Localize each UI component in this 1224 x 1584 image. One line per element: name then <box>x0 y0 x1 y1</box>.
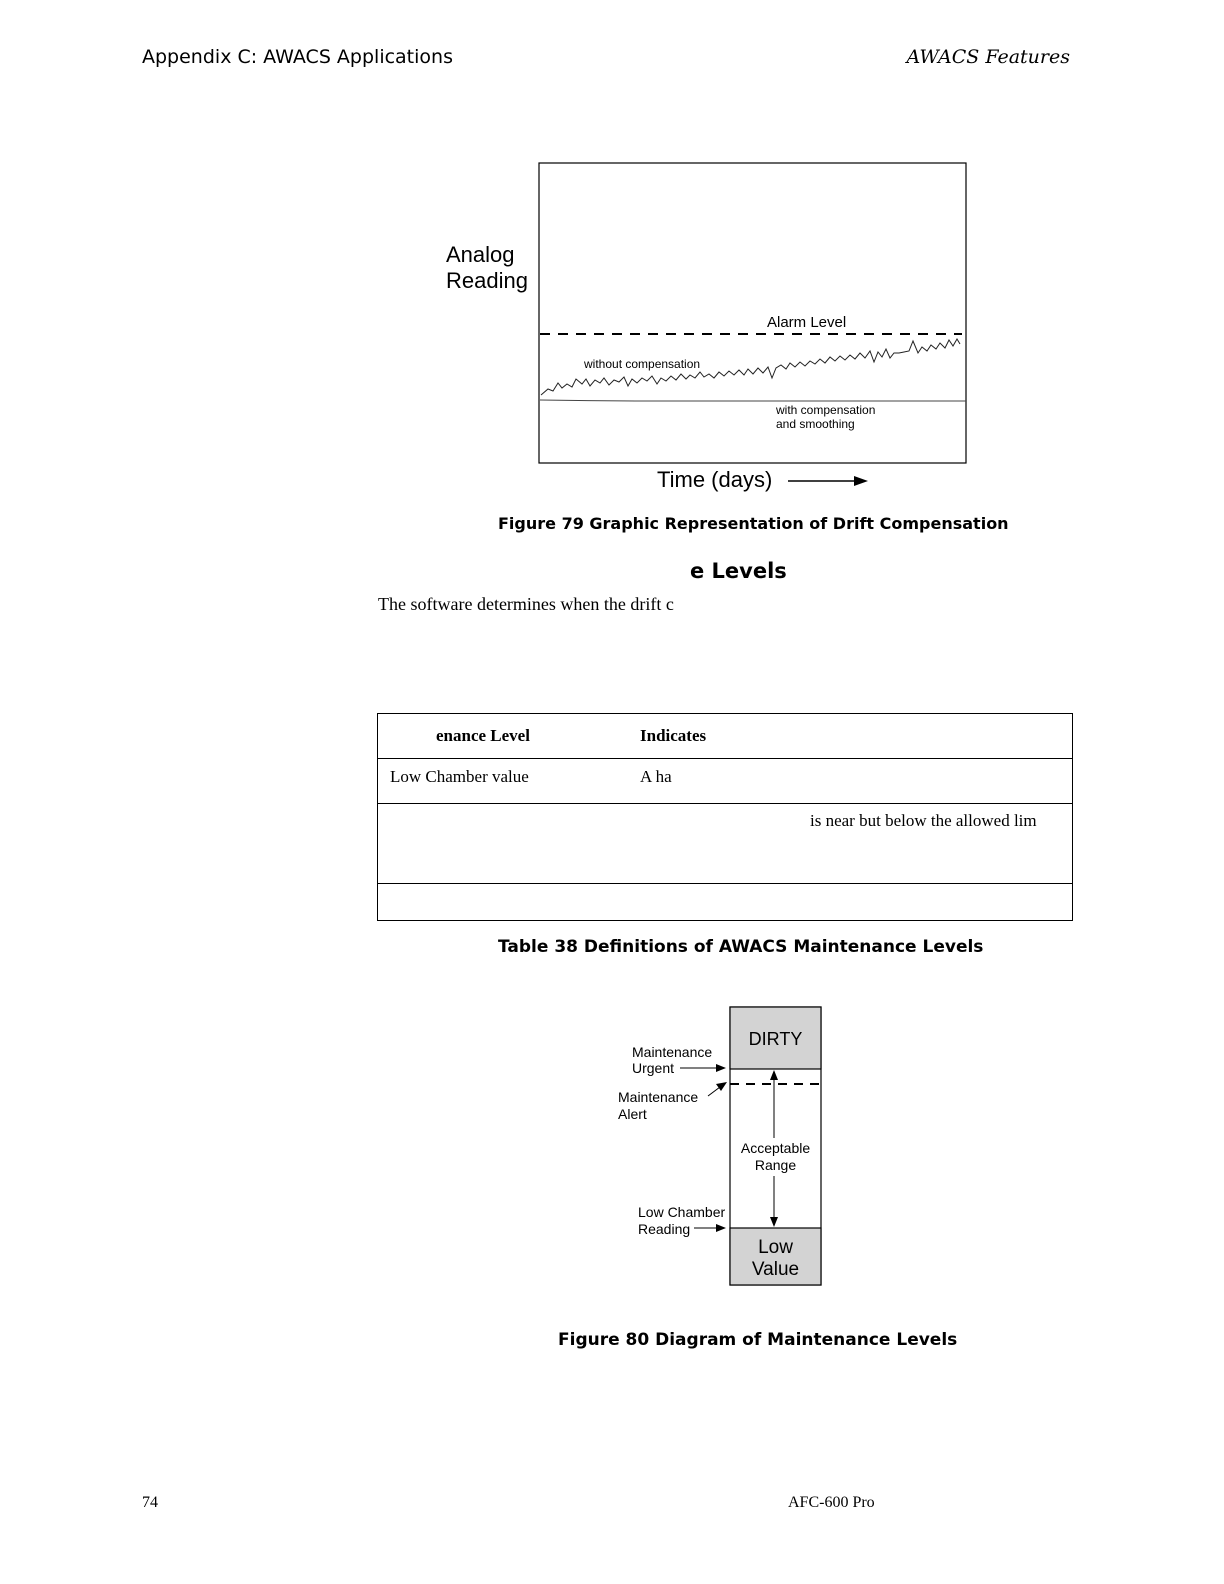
x-axis-label: Time (days) <box>657 467 773 492</box>
table-cell-indicates: is near but below the allowed lim <box>628 804 1073 884</box>
figure-80-caption: Figure 80 Diagram of Maintenance Levels <box>558 1330 958 1350</box>
low-reading-label-line1: Low Chamber <box>638 1204 726 1220</box>
maintenance-levels-figure <box>0 990 1224 1300</box>
dirty-label: DIRTY <box>748 1029 803 1049</box>
table-header-level: enance Level <box>378 714 629 759</box>
table-row <box>378 884 1073 921</box>
acceptable-range-label-line2: Range <box>754 1157 797 1173</box>
arrow-up-right-icon <box>716 1082 727 1091</box>
low-value-label-line1: Low <box>758 1237 793 1258</box>
maintenance-levels-table <box>377 713 1073 921</box>
with-compensation-label-line1: with compensation <box>776 403 876 417</box>
with-compensation-trace <box>540 400 966 401</box>
table-cell-level <box>378 884 629 921</box>
table-row <box>378 759 1073 804</box>
table-cell-indicates <box>628 884 1073 921</box>
section-heading: e Levels <box>690 559 787 583</box>
alert-label-line2: Alert <box>618 1106 647 1122</box>
table-38-caption: Table 38 Definitions of AWACS Maintenance Levels <box>498 937 984 957</box>
running-header-section: AWACS Features <box>906 46 1070 68</box>
alert-label-line1: Maintenance <box>618 1089 699 1105</box>
table-cell-level: Low Chamber value <box>378 759 629 804</box>
figure-79-caption: Figure 79 Graphic Representation of Drift Compensation <box>498 514 1009 533</box>
urgent-label-line2: Urgent <box>632 1060 675 1076</box>
arrow-right-icon <box>716 1224 726 1232</box>
arrow-right-icon <box>854 476 868 486</box>
table-header-row <box>378 714 1073 759</box>
alarm-level-label: Alarm Level <box>767 314 847 331</box>
low-reading-label-line2: Reading <box>638 1221 691 1237</box>
arrow-right-icon <box>716 1064 726 1072</box>
y-axis-label-line2: Reading <box>446 268 528 293</box>
product-name: AFC-600 Pro <box>788 1494 875 1511</box>
section-paragraph: The software determines when the drift c <box>378 594 674 614</box>
table-cell-level <box>378 804 629 884</box>
drift-compensation-figure <box>0 0 1224 520</box>
y-axis-label-line1: Analog <box>446 242 515 267</box>
running-header-chapter: Appendix C: AWACS Applications <box>142 46 453 68</box>
acceptable-range-label-line1: Acceptable <box>740 1140 811 1156</box>
table-header-indicates: Indicates <box>628 714 1073 759</box>
graph-frame <box>539 163 966 463</box>
without-compensation-label: without compensation <box>584 357 701 371</box>
page-number: 74 <box>142 1494 158 1511</box>
table-cell-indicates: A ha <box>628 759 1073 804</box>
urgent-label-line1: Maintenance <box>632 1044 713 1060</box>
table-row <box>378 804 1073 884</box>
low-value-label-line2: Value <box>751 1259 800 1280</box>
with-compensation-label-line2: and smoothing <box>776 417 855 431</box>
alert-pointer-line <box>708 1087 720 1096</box>
